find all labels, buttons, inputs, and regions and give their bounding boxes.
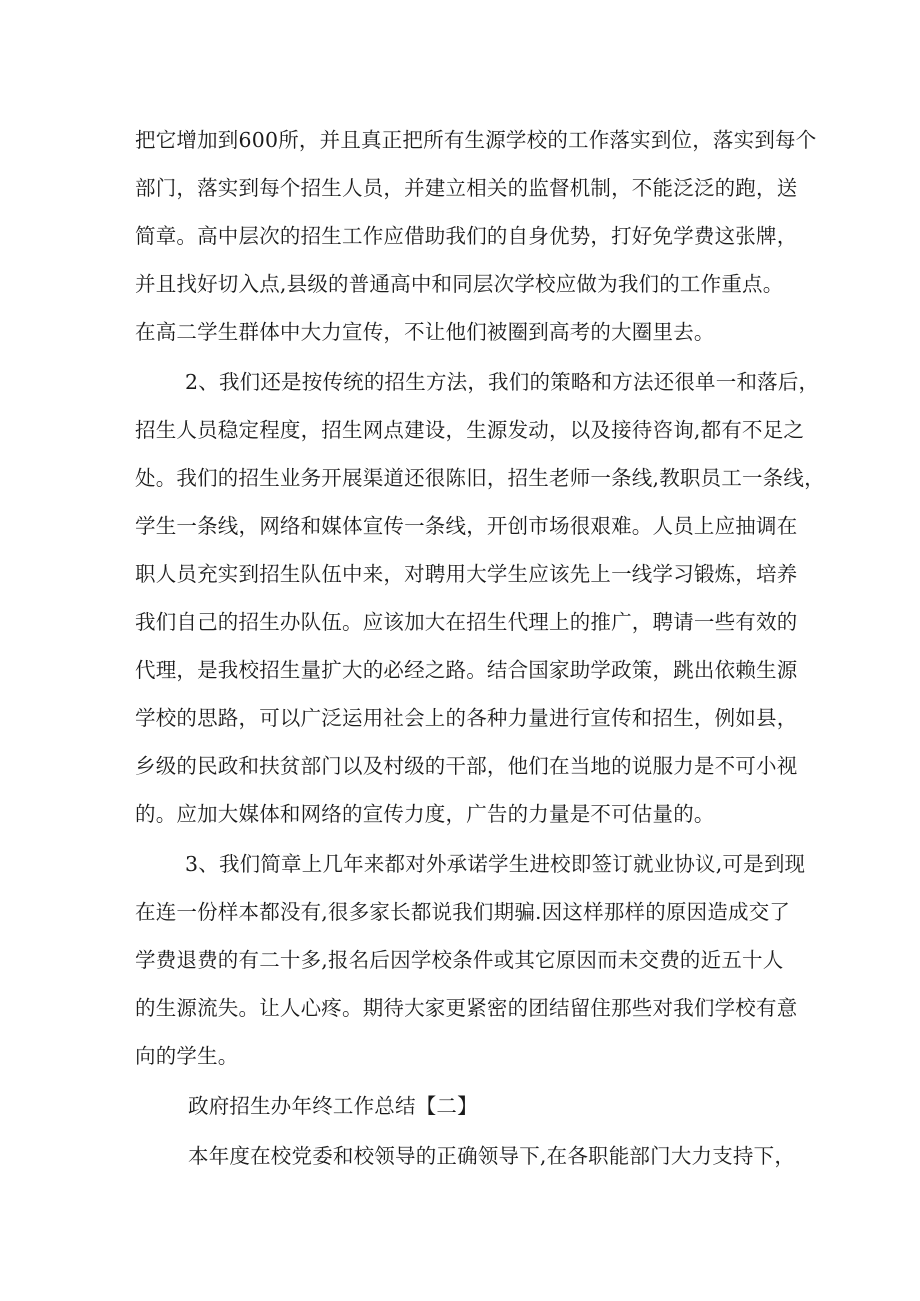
body-line: 学费退费的有二十多,报名后因学校条件或其它原因而未交费的近五十人 (135, 948, 784, 972)
body-line: 在高二学生群体中大力宣传，不让他们被圈到高考的大圈里去。 (135, 320, 715, 344)
paragraph-2-first-line: 2、我们还是按传统的招生方法，我们的策略和方法还很单一和落后， (185, 370, 820, 394)
body-line: 招生人员稳定程度，招生网点建设，生源发动，以及接待咨询,都有不足之 (135, 418, 805, 442)
paragraph-4-first-line: 本年度在校党委和校领导的正确领导下,在各职能部门大力支持下， (188, 1144, 796, 1168)
body-line: 的。应加大媒体和网络的宣传力度，广告的力量是不可估量的。 (135, 802, 715, 826)
body-line: 代理，是我校招生量扩大的必经之路。结合国家助学政策，跳出依赖生源 (135, 658, 798, 682)
body-line: 简章。高中层次的招生工作应借助我们的自身优势，打好免学费这张牌， (135, 224, 798, 248)
body-line: 学生一条线，网络和媒体宣传一条线，开创市场很艰难。人员上应抽调在 (135, 514, 798, 538)
body-line: 我们自己的招生办队伍。应该加大在招生代理上的推广，聘请一些有效的 (135, 610, 798, 634)
section-heading: 政府招生办年终工作总结【二】 (188, 1094, 478, 1118)
body-line: 的生源流失。让人心疼。期待大家更紧密的团结留住那些对我们学校有意 (135, 996, 798, 1020)
body-line: 并且找好切入点,县级的普通高中和同层次学校应做为我们的工作重点。 (135, 272, 784, 296)
body-line: 乡级的民政和扶贫部门以及村级的干部，他们在当地的说服力是不可小视 (135, 754, 798, 778)
body-line: 把它增加到600所，并且真正把所有生源学校的工作落实到位，落实到每个 (135, 128, 817, 152)
body-line: 部门，落实到每个招生人员，并建立相关的监督机制，不能泛泛的跑，送 (135, 176, 798, 200)
body-line: 学校的思路，可以广泛运用社会上的各种力量进行宣传和招生，例如县， (135, 706, 798, 730)
body-line: 职人员充实到招生队伍中来，对聘用大学生应该先上一线学习锻炼，培养 (135, 562, 798, 586)
paragraph-3-first-line: 3、我们简章上几年来都对外承诺学生进校即签订就业协议,可是到现 (185, 852, 806, 876)
body-line: 向的学生。 (135, 1044, 239, 1068)
body-line: 处。我们的招生业务开展渠道还很陈旧，招生老师一条线,教职员工一条线， (135, 466, 825, 490)
body-line: 在连一份样本都没有,很多家长都说我们期骗.因这样那样的原因造成交了 (135, 900, 791, 924)
